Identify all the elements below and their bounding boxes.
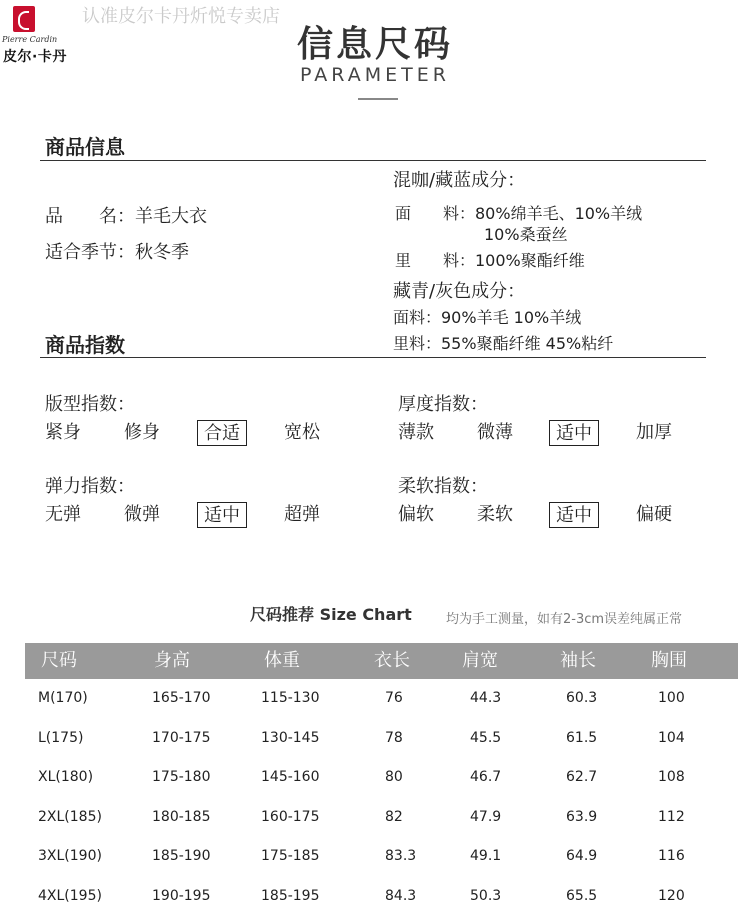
table-cell: 65.5 (566, 888, 598, 904)
product-info-rule (40, 160, 706, 161)
table-cell: 78 (385, 730, 403, 746)
table-cell: 120 (658, 888, 685, 904)
table-cell: 185-195 (261, 888, 320, 904)
product-index-rule (40, 357, 706, 358)
table-cell: 60.3 (566, 690, 598, 706)
size-table-header (25, 643, 738, 679)
table-cell: 175-185 (261, 848, 320, 864)
table-cell: 180-185 (152, 809, 211, 825)
table-cell: 2XL(185) (38, 809, 102, 825)
table-cell: 130-145 (261, 730, 320, 746)
table-cell: 46.7 (470, 769, 502, 785)
fit-option-regular-selected: 合适 (197, 420, 247, 446)
table-cell: 47.9 (470, 809, 502, 825)
thickness-option-medium-selected: 适中 (549, 420, 599, 446)
table-cell: 170-175 (152, 730, 211, 746)
col-header-height: 身高 (154, 650, 190, 671)
size-chart-note: 均为手工测量，如有2-3cm误差纯属正常 (446, 612, 683, 627)
col-header-shoulder: 肩宽 (462, 650, 498, 671)
fit-option-loose: 宽松 (284, 422, 320, 443)
table-cell: L(175) (38, 730, 84, 746)
table-cell: 185-190 (152, 848, 211, 864)
grey-face-fabric: 面料：90%羊毛 10%羊绒 (393, 308, 582, 327)
size-chart-title: 尺码推荐 Size Chart (250, 605, 412, 624)
table-cell: 76 (385, 690, 403, 706)
table-cell: 80 (385, 769, 403, 785)
product-name: 品 名：羊毛大衣 (45, 206, 207, 227)
table-cell: 190-195 (152, 888, 211, 904)
store-watermark: 认准皮尔卡丹炘悦专卖店 (82, 6, 280, 27)
navy-face-fabric-cont: 10%桑蚕丝 (484, 225, 568, 244)
table-cell: 160-175 (261, 809, 320, 825)
table-cell: 50.3 (470, 888, 502, 904)
elasticity-option-none: 无弹 (45, 504, 81, 525)
table-cell: 112 (658, 809, 685, 825)
navy-blend-heading: 混咖/藏蓝成分： (393, 170, 526, 191)
table-cell: 61.5 (566, 730, 598, 746)
grey-lining: 里料：55%聚酯纤维 45%粘纤 (393, 334, 614, 353)
table-cell: M(170) (38, 690, 88, 706)
softness-index-label: 柔软指数： (398, 476, 488, 497)
thickness-option-slightly-thin: 微薄 (477, 422, 513, 443)
table-cell: 63.9 (566, 809, 598, 825)
table-cell: 84.3 (385, 888, 417, 904)
table-cell: 64.9 (566, 848, 598, 864)
table-cell: 100 (658, 690, 685, 706)
table-cell: 145-160 (261, 769, 320, 785)
elasticity-index-label: 弹力指数： (45, 476, 135, 497)
table-cell: XL(180) (38, 769, 94, 785)
table-cell: 175-180 (152, 769, 211, 785)
product-season: 适合季节：秋冬季 (45, 242, 189, 263)
brand-logo-script: Pierre Cardin (2, 35, 58, 44)
thickness-index-label: 厚度指数： (398, 394, 488, 415)
table-cell: 83.3 (385, 848, 417, 864)
elasticity-option-super: 超弹 (284, 504, 320, 525)
product-index-heading: 商品指数 (45, 333, 125, 357)
col-header-weight: 体重 (264, 650, 300, 671)
fit-option-tight: 紧身 (45, 422, 81, 443)
col-header-size: 尺码 (41, 650, 77, 671)
table-cell: 3XL(190) (38, 848, 102, 864)
elasticity-option-slight: 微弹 (124, 504, 160, 525)
table-cell: 44.3 (470, 690, 502, 706)
grey-blend-heading: 藏青/灰色成分： (393, 281, 526, 302)
title-divider (358, 98, 398, 100)
product-info-heading: 商品信息 (45, 135, 125, 159)
softness-option-soft-ish: 偏软 (398, 504, 434, 525)
fit-index-label: 版型指数： (45, 394, 135, 415)
table-cell: 108 (658, 769, 685, 785)
col-header-sleeve: 袖长 (560, 650, 596, 671)
col-header-length: 衣长 (374, 650, 410, 671)
table-cell: 82 (385, 809, 403, 825)
elasticity-option-medium-selected: 适中 (197, 502, 247, 528)
softness-option-soft: 柔软 (477, 504, 513, 525)
navy-lining: 里 料：100%聚酯纤维 (395, 251, 585, 270)
thickness-option-thick: 加厚 (636, 422, 672, 443)
page-subtitle: PARAMETER (300, 64, 450, 86)
brand-logo-chinese: 皮尔·卡丹 (3, 49, 67, 65)
table-cell: 104 (658, 730, 685, 746)
table-cell: 45.5 (470, 730, 502, 746)
table-cell: 49.1 (470, 848, 502, 864)
softness-option-hard: 偏硬 (636, 504, 672, 525)
page-title: 信息尺码 (296, 24, 453, 65)
navy-face-fabric: 面 料：80%绵羊毛、10%羊绒 (395, 204, 643, 223)
col-header-chest: 胸围 (651, 650, 687, 671)
table-cell: 4XL(195) (38, 888, 102, 904)
thickness-option-thin: 薄款 (398, 422, 434, 443)
table-cell: 116 (658, 848, 685, 864)
table-cell: 115-130 (261, 690, 320, 706)
softness-option-medium-selected: 适中 (549, 502, 599, 528)
fit-option-slim: 修身 (124, 422, 160, 443)
table-cell: 165-170 (152, 690, 211, 706)
table-cell: 62.7 (566, 769, 598, 785)
